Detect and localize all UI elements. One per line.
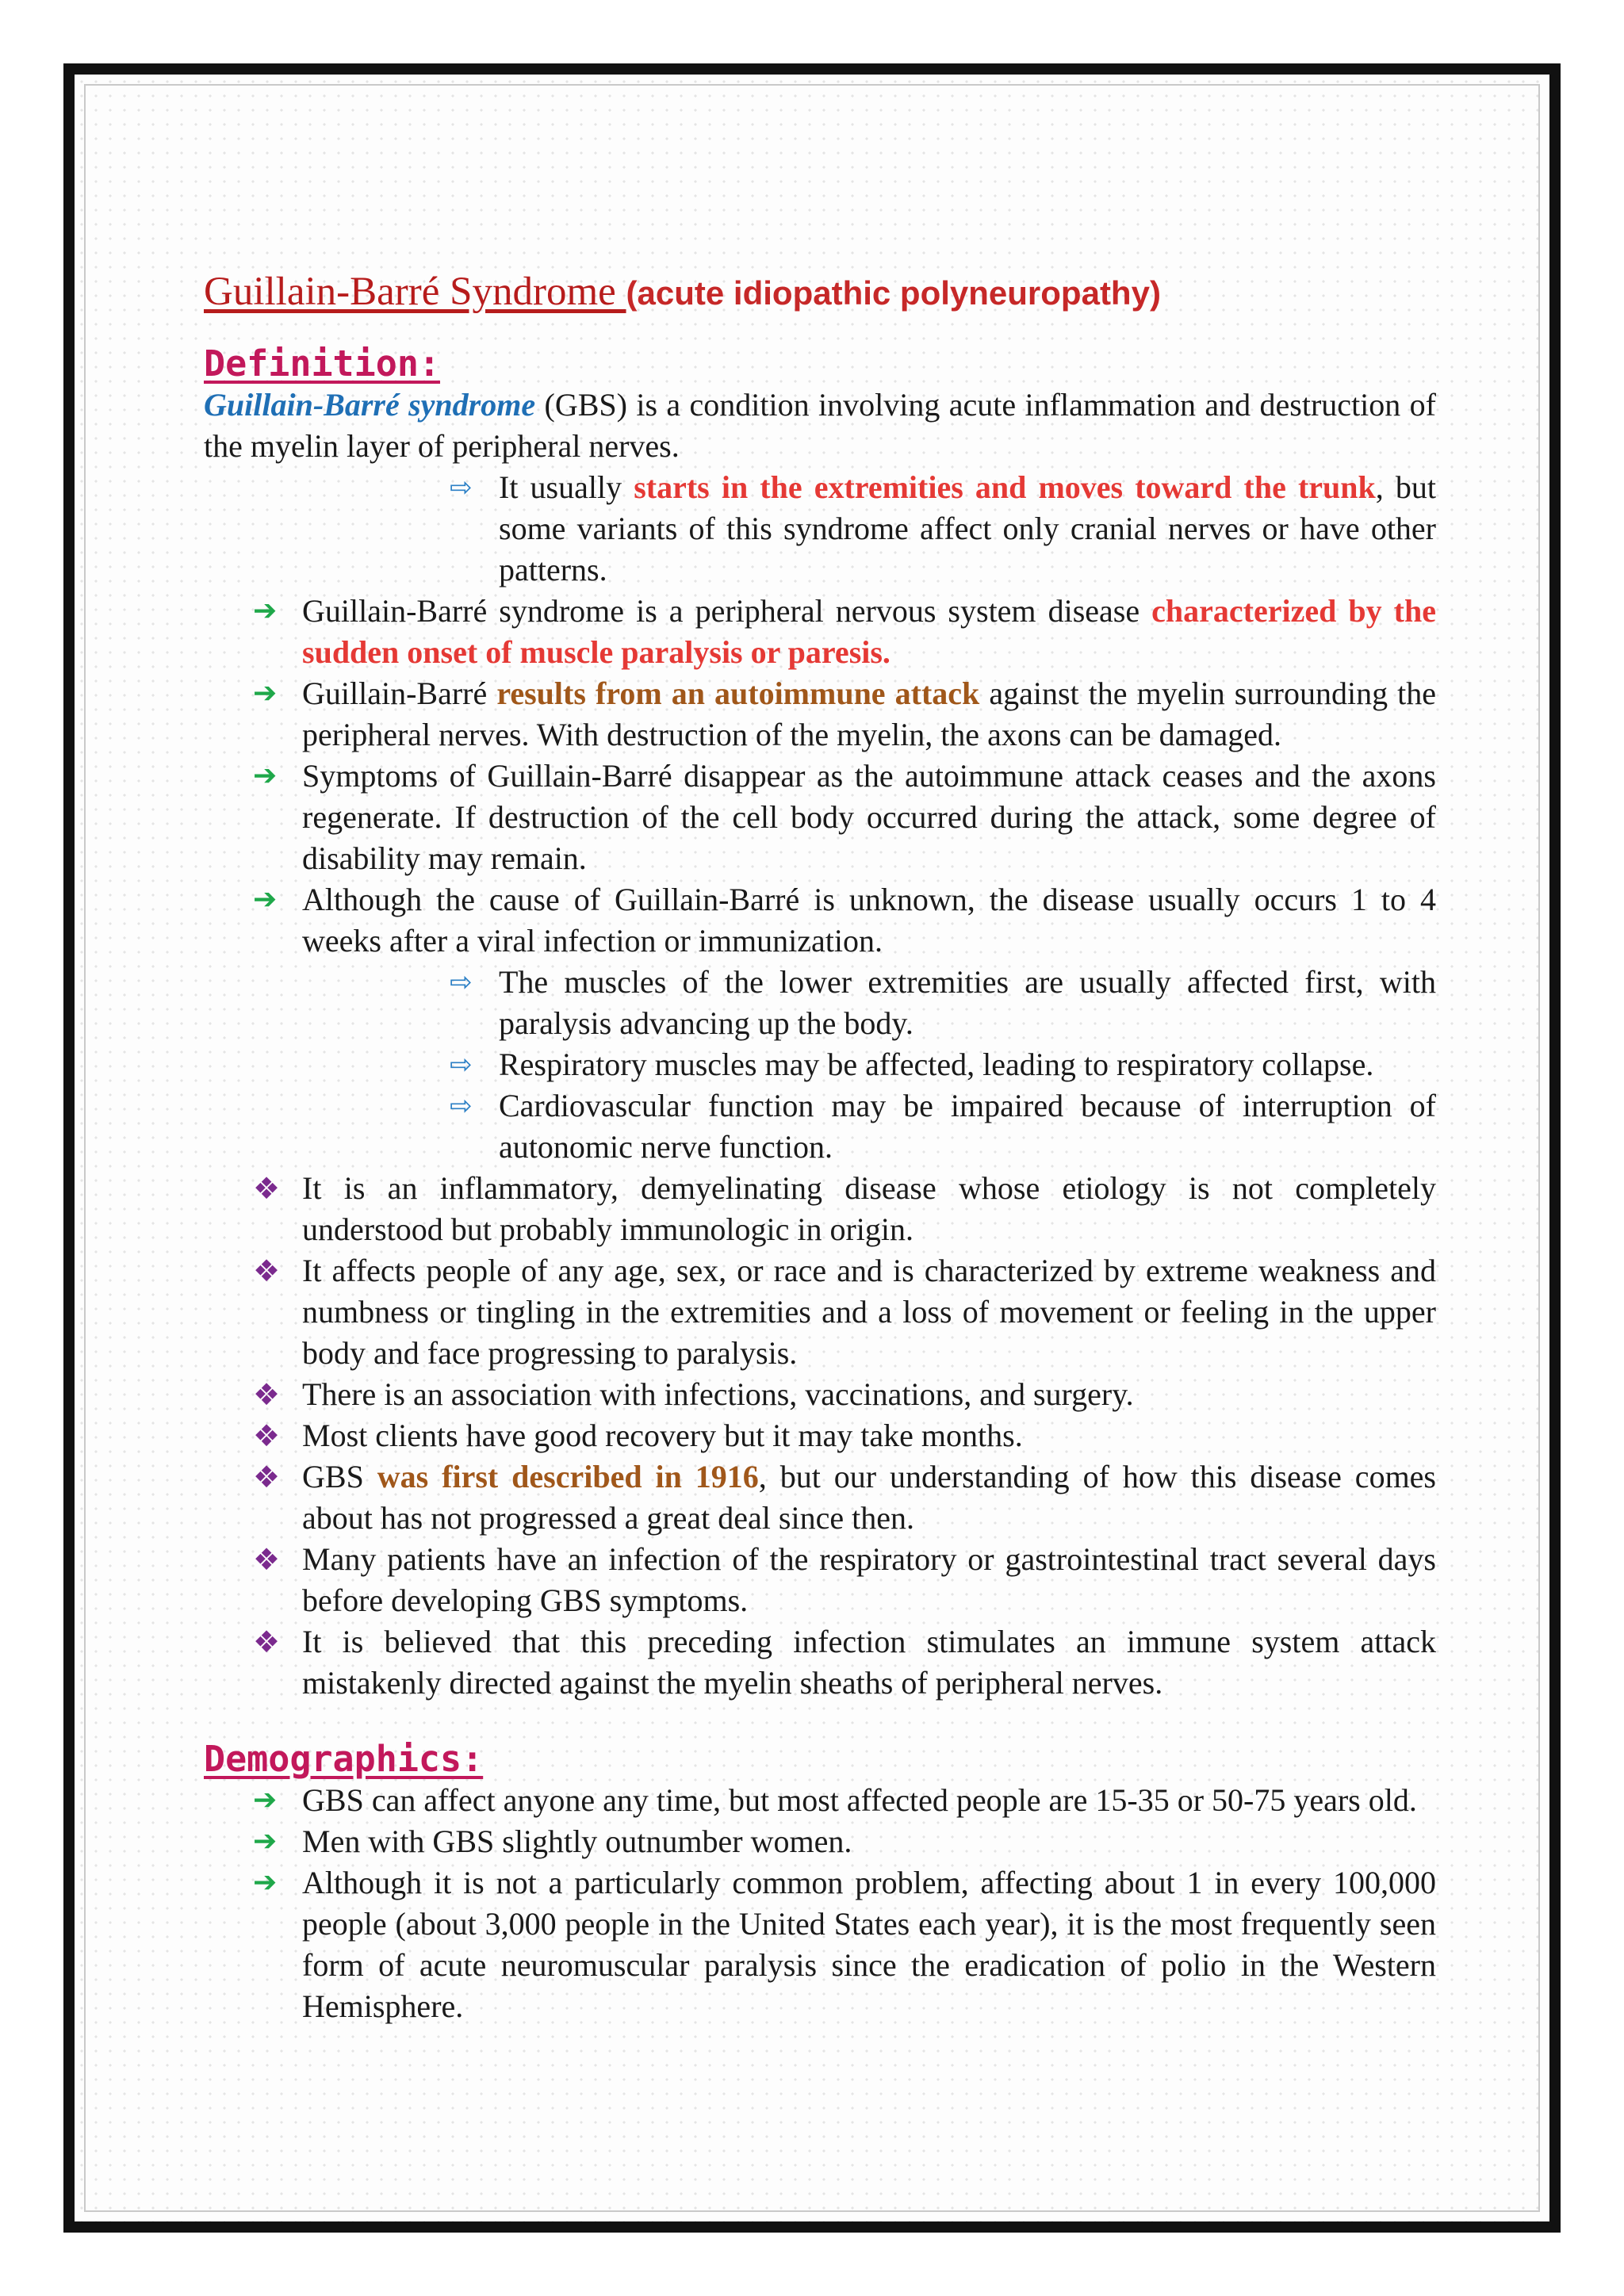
definition-intro: Guillain-Barré syndrome (GBS) is a condition involving acute inflammation and destruction of the myelin layer of peripheral nerves. <box>204 387 1436 464</box>
demographics-heading: Demographics: <box>204 1738 484 1780</box>
list-item: ⇨ Respiratory muscles may be affected, leading to respiratory collapse. <box>204 1044 1436 1085</box>
green-arrow-bullet-icon: ➔ <box>253 883 278 916</box>
list-item: ⇨ It usually starts in the extremities and moves toward the trunk, but some variants of this syndrome affect only cranial nerves or have other patterns. <box>204 467 1436 591</box>
definition-arrow-list <box>204 591 1436 962</box>
list-item: ❖ There is an association with infections, vaccinations, and surgery. <box>204 1374 1436 1415</box>
list-item: ❖ GBS was first described in 1916, but our understanding of how this disease comes about has not progressed a great deal since then. <box>204 1456 1436 1539</box>
green-arrow-bullet-icon: ➔ <box>253 595 278 627</box>
definition-sublist-2 <box>204 962 1436 1168</box>
purple-diamond-bullet-icon: ❖ <box>253 1460 281 1494</box>
purple-diamond-bullet-icon: ❖ <box>253 1624 281 1659</box>
definition-diamond-list <box>204 1168 1436 1704</box>
purple-diamond-bullet-icon: ❖ <box>253 1253 281 1288</box>
definition-sublist-1 <box>204 467 1436 591</box>
document-content <box>204 205 1436 2027</box>
purple-diamond-bullet-icon: ❖ <box>253 1377 281 1412</box>
list-item: ❖ It is an inflammatory, demyelinating disease whose etiology is not completely understood but probably immunologic in origin. <box>204 1168 1436 1250</box>
blue-hollow-arrow-bullet-icon: ⇨ <box>450 966 473 998</box>
list-item: ➔ Although it is not a particularly common problem, affecting about 1 in every 100,000 people (about 3,000 people in the United States each year), it is the most frequently seen form of acute neuromuscular paralysis since the eradication of polio in the Western Hemisphere. <box>204 1862 1436 2027</box>
list-item: ➔ Symptoms of Guillain-Barré disappear as the autoimmune attack ceases and the axons regenerate. If destruction of the cell body occurred during the attack, some degree of disability may remain. <box>204 756 1436 879</box>
list-item: ⇨ Cardiovascular function may be impaired because of interruption of autonomic nerve function. <box>204 1085 1436 1168</box>
list-item: ➔ Guillain-Barré syndrome is a peripheral nervous system disease characterized by the sudden onset of muscle paralysis or paresis. <box>204 591 1436 673</box>
list-item: ➔ Men with GBS slightly outnumber women. <box>204 1821 1436 1862</box>
green-arrow-bullet-icon: ➔ <box>253 677 278 710</box>
term-gbs: Guillain-Barré syndrome <box>204 387 536 423</box>
blue-hollow-arrow-bullet-icon: ⇨ <box>450 1049 473 1081</box>
list-item: ⇨ The muscles of the lower extremities are usually affected first, with paralysis advancing up the body. <box>204 962 1436 1044</box>
demographics-arrow-list <box>204 1780 1436 2027</box>
green-arrow-bullet-icon: ➔ <box>253 1784 278 1816</box>
list-item: ➔ GBS can affect anyone any time, but most affected people are 15-35 or 50-75 years old. <box>204 1780 1436 1821</box>
blue-hollow-arrow-bullet-icon: ⇨ <box>450 1090 473 1122</box>
list-item: ❖ Most clients have good recovery but it may take months. <box>204 1415 1436 1456</box>
title-subtitle: (acute idiopathic polyneuropathy) <box>626 274 1161 312</box>
list-item: ❖ Many patients have an infection of the respiratory or gastrointestinal tract several days before developing GBS symptoms. <box>204 1539 1436 1621</box>
title-main: Guillain-Barré Syndrome <box>204 270 626 314</box>
green-arrow-bullet-icon: ➔ <box>253 1866 278 1899</box>
purple-diamond-bullet-icon: ❖ <box>253 1418 281 1453</box>
page-border-frame <box>63 63 1561 2233</box>
green-arrow-bullet-icon: ➔ <box>253 760 278 792</box>
list-item: ❖ It is believed that this preceding infection stimulates an immune system attack mistakenly directed against the myelin sheaths of peripheral nerves. <box>204 1621 1436 1704</box>
list-item: ❖ It affects people of any age, sex, or race and is characterized by extreme weakness and numbness or tingling in the extremities and a loss of movement or feeling in the upper body and face progressing to paralysis. <box>204 1250 1436 1374</box>
list-item: ➔ Although the cause of Guillain-Barré is unknown, the disease usually occurs 1 to 4 weeks after a viral infection or immunization. <box>204 879 1436 962</box>
definition-heading: Definition: <box>204 342 441 385</box>
page-title <box>204 271 1436 315</box>
list-item: ➔ Guillain-Barré results from an autoimmune attack against the myelin surrounding the peripheral nerves. With destruction of the myelin, the axons can be damaged. <box>204 673 1436 756</box>
blue-hollow-arrow-bullet-icon: ⇨ <box>450 472 473 503</box>
green-arrow-bullet-icon: ➔ <box>253 1825 278 1858</box>
purple-diamond-bullet-icon: ❖ <box>253 1542 281 1577</box>
purple-diamond-bullet-icon: ❖ <box>253 1171 281 1206</box>
